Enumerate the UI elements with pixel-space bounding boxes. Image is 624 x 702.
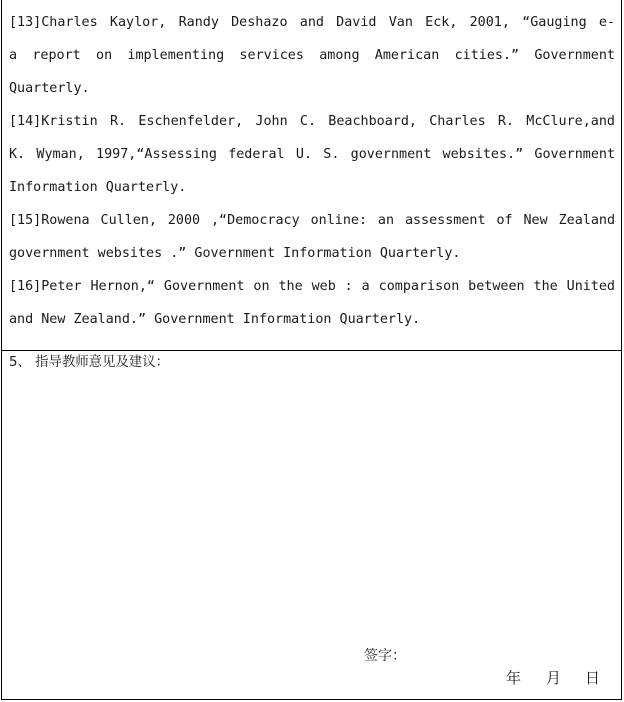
date-month-label: 月 — [546, 669, 562, 687]
reference-15-line-1: [15]Rowena Cullen, 2000 ,“Democracy online: an assessment of New Zealand — [9, 213, 615, 228]
reference-14-line-1: [14]Kristin R. Eschenfelder, John C. Beachboard, Charles R. McClure,and — [9, 114, 615, 129]
table-row-divider — [1, 350, 622, 351]
date-year-label: 年 — [506, 669, 522, 687]
reference-13-line-3: Quarterly. — [9, 81, 90, 96]
reference-13-line-2: a report on implementing services among American cities.” Government — [9, 48, 615, 63]
signature-label: 签字： — [364, 648, 406, 664]
reference-13-line-1: [13]Charles Kaylor, Randy Deshazo and David Van Eck, 2001, “Gauging e- — [9, 15, 615, 30]
table-border-bottom — [1, 699, 622, 700]
reference-15-line-2: government websites .” Government Information Quarterly. — [9, 246, 461, 261]
reference-list — [9, 6, 615, 336]
reference-16-line-2: and New Zealand.” Government Information Quarterly. — [9, 312, 421, 327]
reference-14-line-2: K. Wyman, 1997,“Assessing federal U. S. government websites.” Government — [9, 147, 615, 162]
date-day-label: 日 — [585, 669, 601, 687]
reference-14-line-3: Information Quarterly. — [9, 180, 187, 195]
reference-16-line-1: [16]Peter Hernon,“ Government on the web : a comparison between the United — [9, 279, 615, 294]
advisor-comments-heading: 5、 指导教师意见及建议： — [9, 355, 170, 370]
